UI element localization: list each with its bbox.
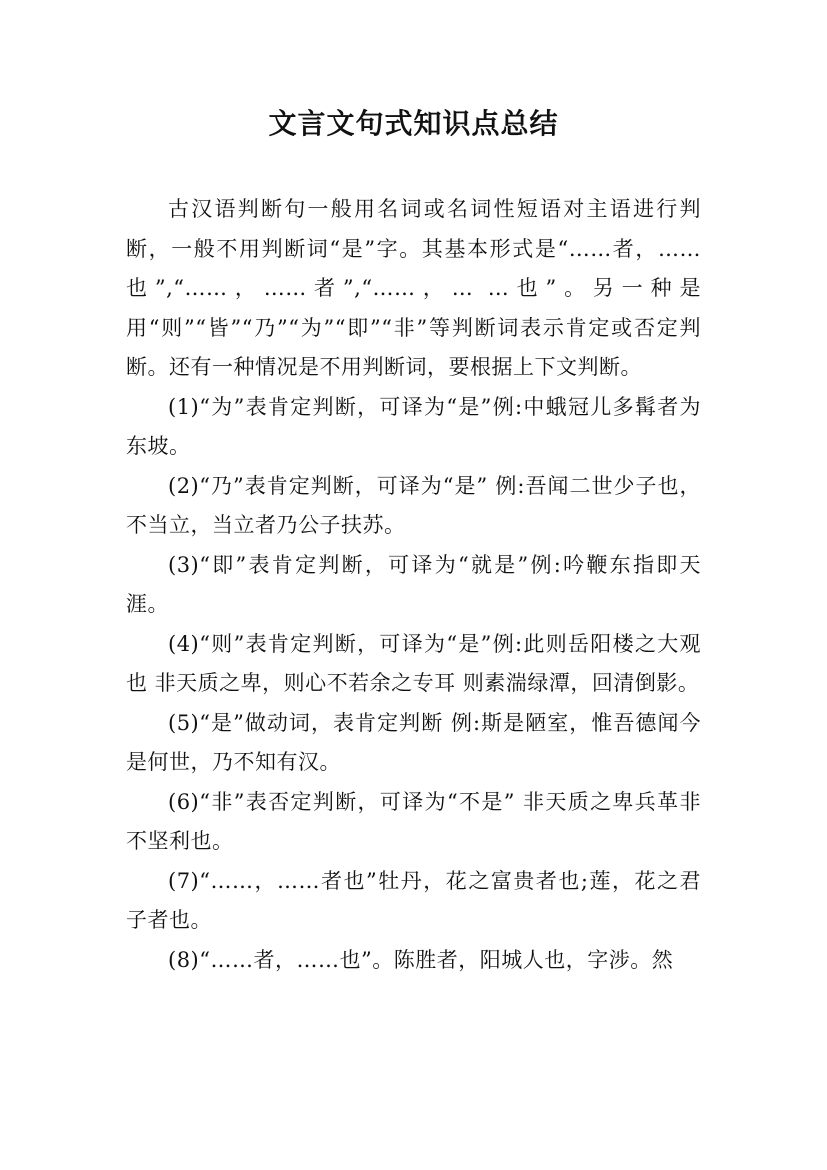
paragraph-intro: 古汉语判断句一般用名词或名词性短语对主语进行判断，一般不用判断词“是”字。其基本形式是“……者，……也”,“……，……者”,“……，… …也”。另一种是用“则”“皆”“乃”“为”“即”“非”等判断词表示肯定或否定判断。还有一种情况是不用判断词，要根据上下文判断。 — [126, 197, 701, 379]
paragraph-item-7: (7)“……，……者也”牡丹，花之富贵者也;莲，花之君子者也。 — [126, 868, 701, 932]
document-body — [126, 190, 701, 980]
paragraph-item-6: (6)“非”表否定判断，可译为“不是” 非天质之卑兵革非不坚利也。 — [126, 789, 701, 853]
paragraph-item-4: (4)“则”表肯定判断，可译为“是”例:此则岳阳楼之大观也 非天质之卑，则心不若余之专耳 则素湍绿潭，回清倒影。 — [126, 631, 701, 695]
document-title: 文言文句式知识点总结 — [268, 107, 559, 140]
paragraph-item-2: (2)“乃”表肯定判断，可译为“是” 例:吾闻二世少子也，不当立，当立者乃公子扶苏。 — [126, 473, 701, 537]
paragraph-item-8: (8)“……者，……也”。陈胜者，阳城人也，字涉。然 — [168, 947, 674, 972]
paragraph-item-1: (1)“为”表肯定判断，可译为“是”例:中蛾冠儿多髯者为东坡。 — [126, 394, 701, 458]
paragraph-item-5: (5)“是”做动词，表肯定判断 例:斯是陋室，惟吾德闻今是何世，乃不知有汉。 — [126, 710, 701, 774]
paragraph-item-3: (3)“即”表肯定判断，可译为“就是”例:吟鞭东指即天涯。 — [126, 552, 701, 616]
